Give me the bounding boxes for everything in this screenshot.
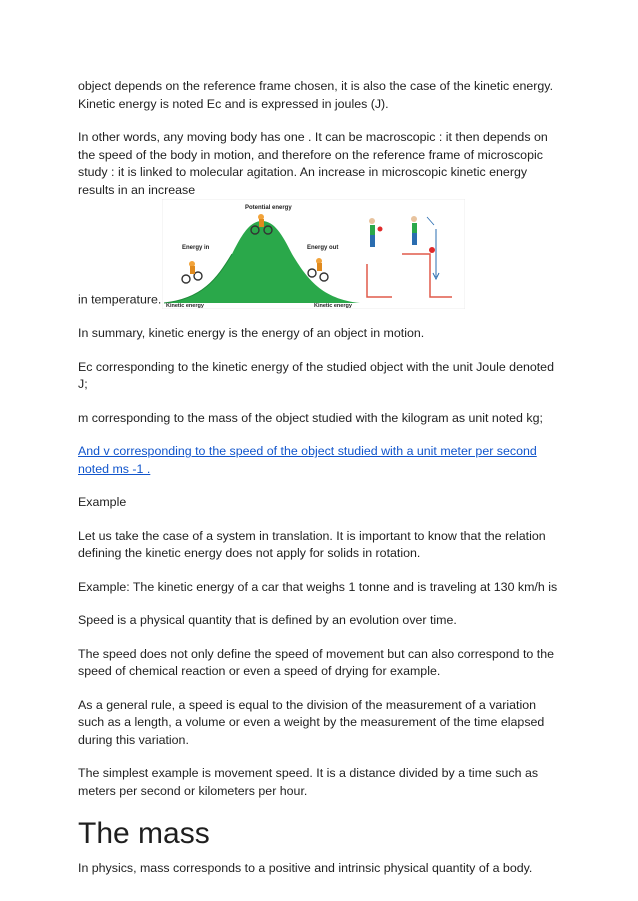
paragraph: Example: The kinetic energy of a car that weighs 1 tonne and is traveling at 130 km/h is xyxy=(78,579,558,594)
paragraph-text: In other words, any moving body has one . It can be macroscopic : it then depends on the speed of the body in motion, and therefore on the reference frame of microscopic study : it is linked to molecular agitation. An increase in microscopic kinetic energy results in an increase xyxy=(78,130,548,197)
paragraph: Ec corresponding to the kinetic energy of the studied object with the unit Joule denoted J; xyxy=(78,359,554,391)
energy-hill-figure xyxy=(162,199,465,309)
paragraph: Speed is a physical quantity that is defined by an evolution over time. xyxy=(78,613,457,627)
paragraph: The speed does not only define the speed of movement but can also correspond to the speed of chemical reaction or even a speed of drying for example. xyxy=(78,646,554,678)
paragraph: The simplest example is movement speed. It is a distance divided by a time such as meters per second or kilometers per hour. xyxy=(78,766,539,798)
energy-out-label: Energy out xyxy=(307,245,339,251)
paragraph: Example xyxy=(78,495,127,509)
kinetic-energy-label-left: Kinetic energy xyxy=(166,303,205,309)
paragraph: Let us take the case of a system in translation. It is important to know that the relation defining the kinetic energy does not apply for solids in rotation. xyxy=(78,528,546,560)
paragraph: In summary, kinetic energy is the energy of an object in motion. xyxy=(78,326,425,340)
paragraph: m corresponding to the mass of the object studied with the kilogram as unit noted kg; xyxy=(78,410,543,425)
potential-energy-label: Potential energy xyxy=(245,205,293,211)
kinetic-energy-label-right: Kinetic energy xyxy=(314,303,353,309)
paragraph: In physics, mass corresponds to a positive and intrinsic physical quantity of a body. xyxy=(78,861,533,875)
paragraph-with-figure xyxy=(78,129,563,309)
document-page xyxy=(78,78,563,894)
speed-definition-link[interactable]: And v corresponding to the speed of the object studied with a unit meter per second noted ms -1 . xyxy=(78,444,537,476)
paragraph-text: in temperature. xyxy=(78,292,162,307)
paragraph: object depends on the reference frame chosen, it is also the case of the kinetic energy. Kinetic energy is noted Ec and is expressed in joules (J). xyxy=(78,79,554,111)
energy-in-label: Energy in xyxy=(182,245,210,251)
paragraph: As a general rule, a speed is equal to the division of the measurement of a variation such as a length, a volume or even a weight by the measurement of the time elapsed during this variation. xyxy=(78,697,545,747)
section-heading: The mass xyxy=(78,817,210,850)
